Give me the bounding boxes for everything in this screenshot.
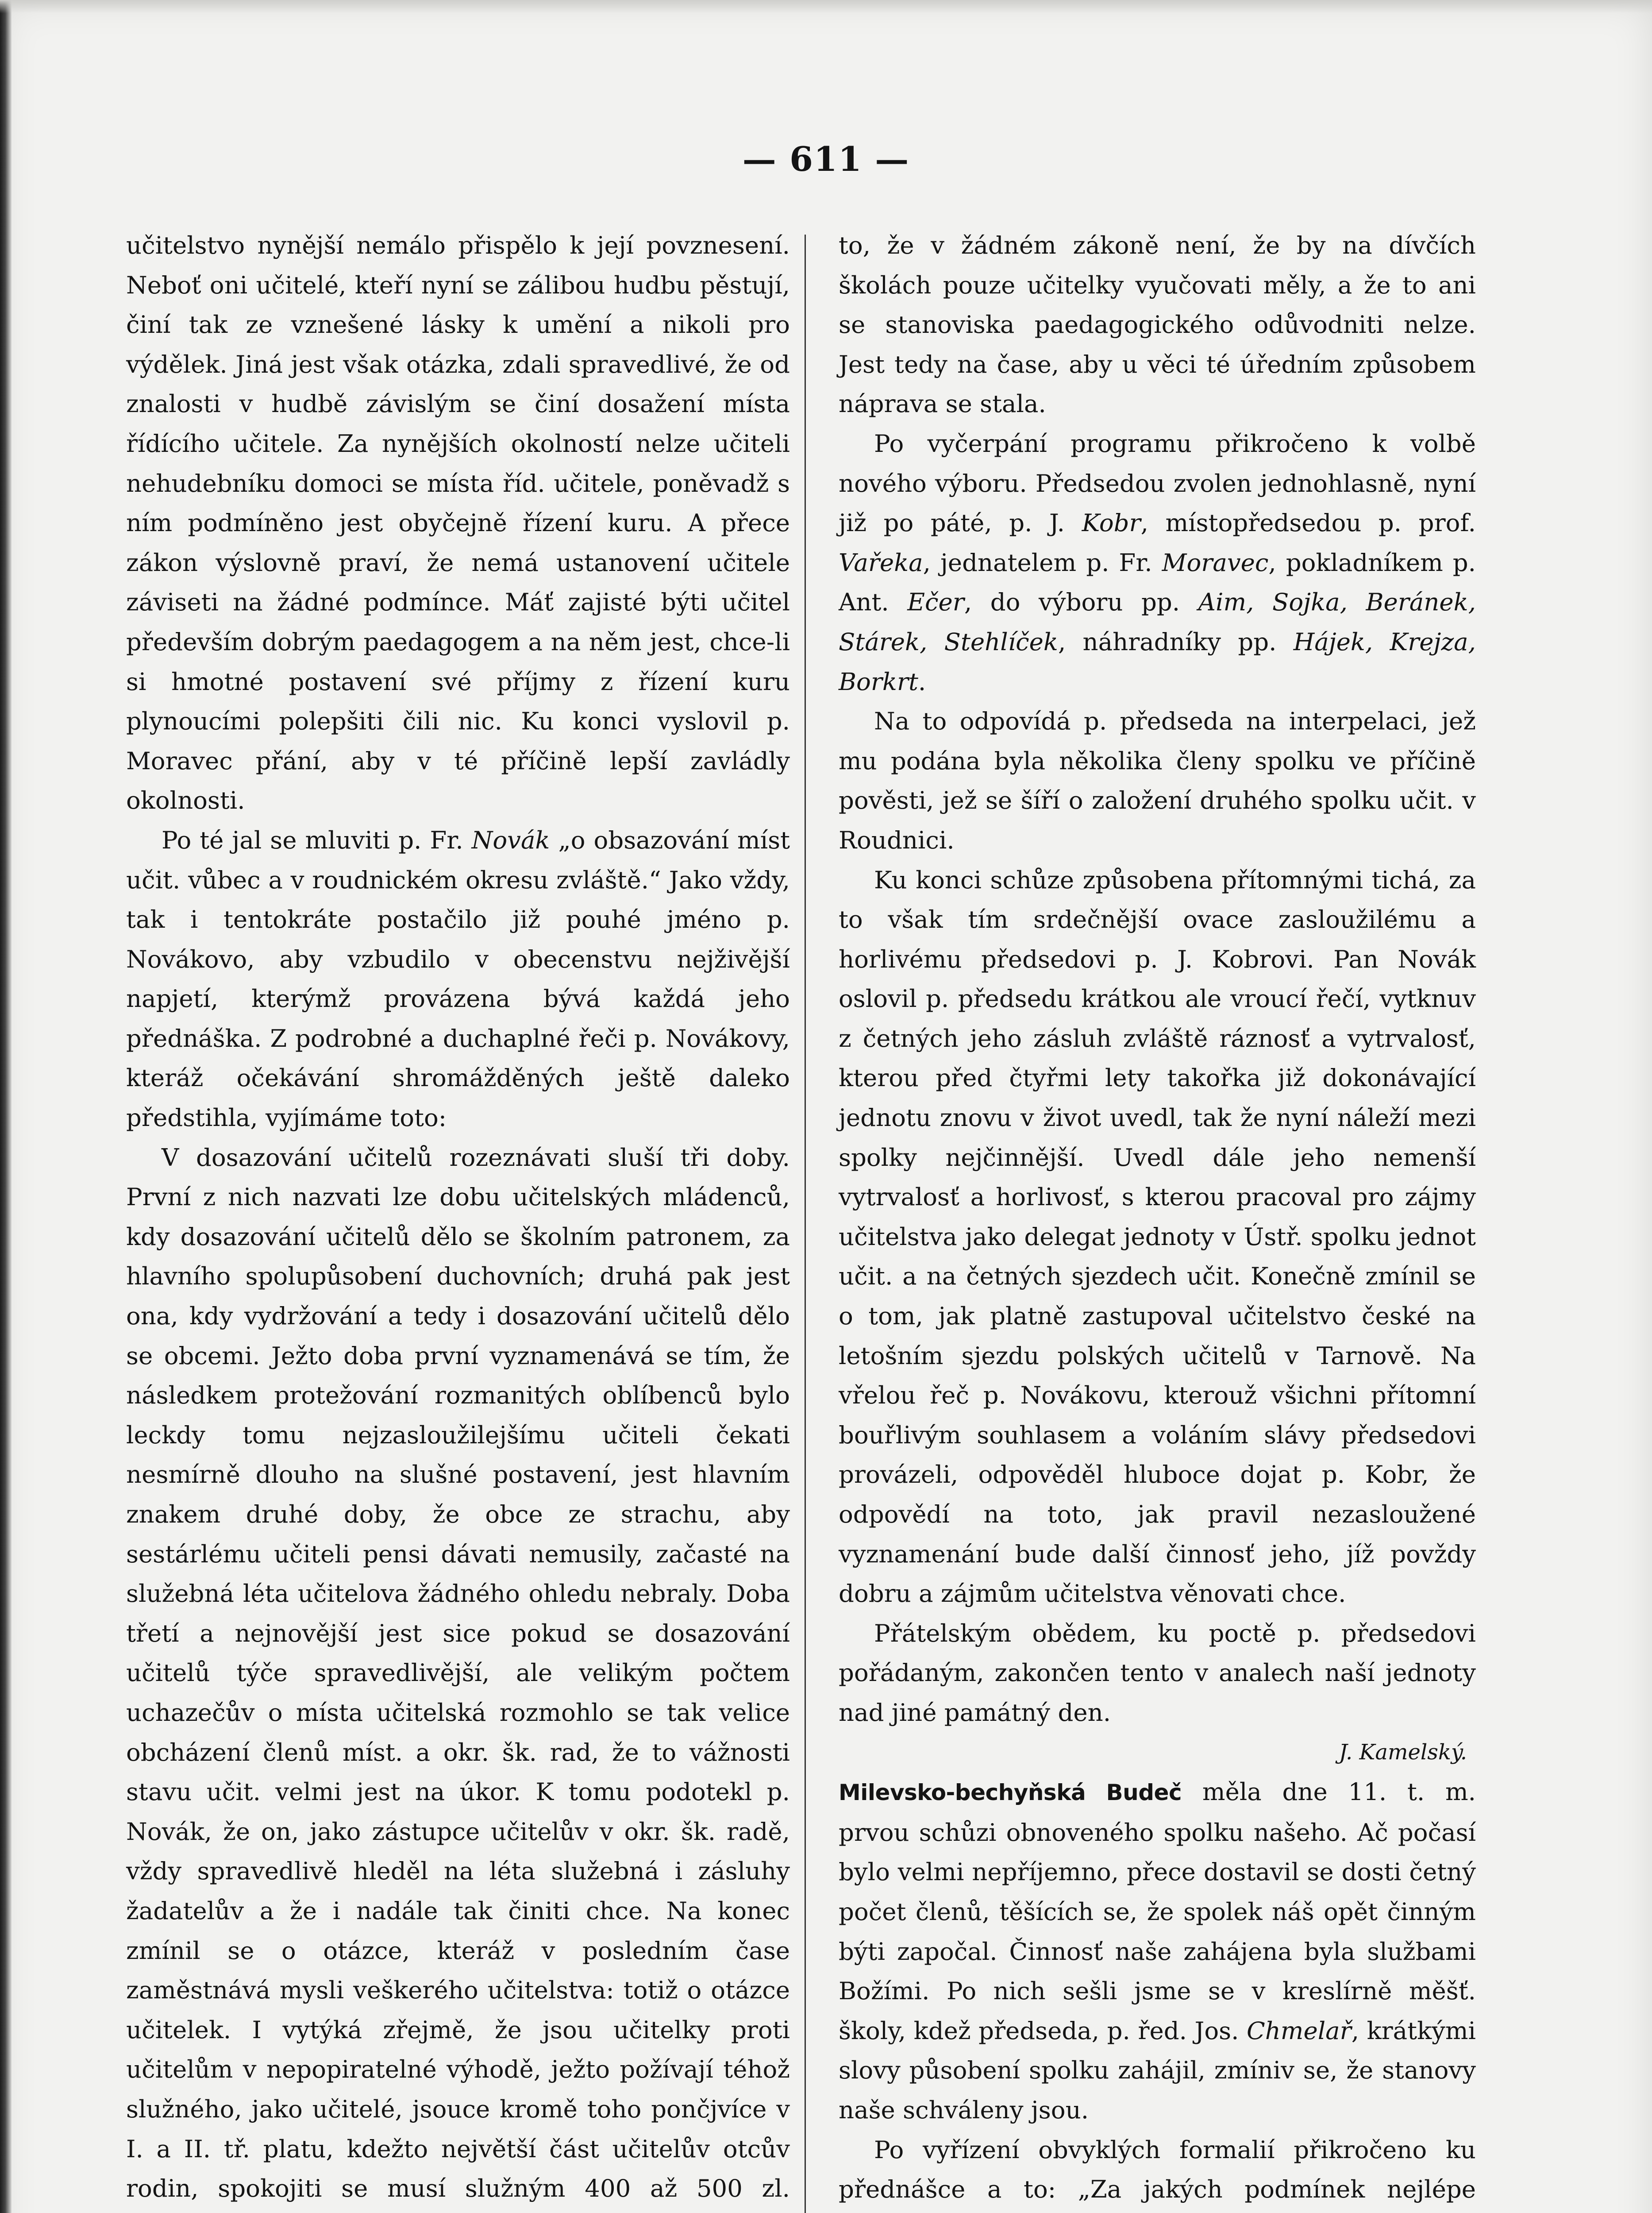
text-run: „o obsazování míst učit. vůbec a v roudnickém okresu zvláště.“ Jako vždy, tak i tentokráte postačilo již pouhé jméno p. Novákovo, aby vzbudilo v obecenstvu nejživější napjetí, kterýmž provázena bývá každá jeho přednáška. Z podrobné a duchaplné řeči p. Novákovy, kteráž očekávání shromážděných ještě daleko předstihla, vyjímáme toto: [126, 825, 790, 1132]
text-run: , jednatelem p. Fr. [923, 548, 1162, 577]
page-binding-edge [0, 0, 12, 2213]
substitute-names: Hájek, Krejza, Borkrt [839, 627, 1476, 696]
column-divider [805, 235, 806, 2213]
text-run: měla dne 11. t. m. prvou schůzi obnoveného spolku našeho. Ač počasí bylo velmi nepříjemno, přece dostavil se dosti četný počet členů, těšících se, že spolek náš opět činným býti započal. Činnosť naše zahájena byla službami Božími. Po nich sešli jsme se v kreslírně měšť. školy, kdež předseda, p. řed. Jos. [839, 1777, 1476, 2045]
left-paragraph-2 [126, 821, 790, 1138]
committee-names: Aim, Sojka, Beránek, Stárek, Stehlíček [839, 588, 1476, 656]
page-top-edge [0, 0, 1652, 13]
name-moravec: Moravec [1162, 548, 1269, 577]
name-ecer: Ečer [907, 588, 964, 617]
right-paragraph-1: to, že v žádném zákoně není, že by na dívčích školách pouze učitelky vyučovati měly, a že to ani se stanoviska paedagogického odůvodniti nelze. Jest tedy na čase, aby u věci té úředním způsobem náprava se stala. [839, 231, 1476, 418]
author-signature: J. Kamelský. [1339, 1739, 1467, 1765]
left-paragraph-3: V dosazování učitelů rozeznávati sluší tři doby. První z nich nazvati lze dobu učitelských mládenců, kdy dosazování učitelů dělo se školním patronem, za hlavního spolupůsobení duchovních; druhá pak jest ona, kdy vydržování a tedy i dosazování učitelů dělo se obcemi. Ježto doba první vyznamenává se tím, že následkem protežování rozmanitých oblíbenců bylo leckdy tomu nejzasloužilejšímu učiteli čekati nesmírně dlouho na slušné postavení, jest hlavním znakem druhé doby, že obce ze strachu, aby sestárlému učiteli pensi dávati nemusily, začasté na služebná léta učitelova žádného ohledu nebraly. Doba třetí a nejnovější jest sice pokud se dosazování učitelů týče spravedlivější, ale velikým počtem uchazečův o místa učitelská rozmohlo se tak velice obcházení členů míst. a okr. šk. rad, že to vážnosti stavu učit. velmi jest na úkor. K tomu podotekl p. Novák, že on, jako zástupce učitelův v okr. šk. radě, vždy spravedlivě hleděl na léta služebná i zásluhy žadatelův a že i nadále tak činiti chce. Na konec zmínil se o otázce, kteráž v posledním čase zaměstnává mysli veškerého učitelstva: totiž o otázce učitelek. I vytýká zřejmě, že jsou učitelky proti učitelům v nepopiratelné výhodě, ježto požívají téhož služného, jako učitelé, jsouce kromě toho pončjvíce v I. a II. tř. platu, kdežto největší část učitelův otcův rodin, spokojiti se musí služným 400 až 500 zl. [126, 1143, 790, 2203]
right-paragraph-lecture: Po vyřízení obvyklých formalií přikročeno ku přednášce a to: „Za jakých podmínek nejlépe [839, 2135, 1476, 2204]
text-run: , místopředsedou p. prof. [1140, 509, 1476, 537]
section-heading-budec: Milevsko-bechyňská Budeč [839, 1780, 1182, 1806]
text-run: , do výboru pp. [964, 588, 1198, 617]
text-run: Po vyčerpání programu přikročeno k volbě nového výboru. Předsedou zvolen jednohlasně, nyní již po páté, p. J. [839, 429, 1476, 537]
text-run: , krátkými slovy působení spolku zahájil, zmíniv se, že stanovy naše schváleny jsou. [839, 2016, 1476, 2124]
right-paragraph-budec [839, 1772, 1476, 2130]
right-paragraph-dinner: Přátelským obědem, ku poctě p. předsedovi pořádaným, zakončen tento v analech naší jednoty nad jiné památný den. [839, 1619, 1476, 1727]
right-paragraph-election [839, 424, 1476, 702]
page-number: — 611 — [742, 139, 910, 179]
name-chmelar: Chmelař [1247, 2016, 1352, 2045]
right-column [839, 226, 1476, 2213]
left-column [126, 226, 790, 2213]
text-run: . [918, 667, 926, 696]
text-run: , náhradníky pp. [1058, 627, 1294, 656]
text-run: , pokladníkem p. Ant. [839, 548, 1476, 617]
name-kobr: Kobr [1082, 509, 1141, 537]
text-run: Po té jal se mluviti p. Fr. [162, 825, 472, 854]
name-vareka: Vařeka [839, 548, 923, 577]
left-paragraph-1: učitelstvo nynější nemálo přispělo k její povznesení. Neboť oni učitelé, kteří nyní se zálibou hudbu pěstují, činí tak ze vznešené lásky k umění a nikoli pro výdělek. Jiná jest však otázka, zdali spravedlivé, že od znalosti v hudbě závislým se činí dosažení místa řídícího učitele. Za nynějších okolností nelze učiteli nehudebníku domoci se místa říd. učitele, poněvadž s ním podmíněno jest obyčejně řízení kuru. A přece zákon výslovně praví, že nemá ustanovení učitele záviseti na žádné podmínce. Máť zajisté býti učitel především dobrým paedagogem a na něm jest, chce-li si hmotné postavení své příjmy z řízení kuru plynoucími polepšiti čili nic. Ku konci vyslovil p. Moravec přání, aby v té příčině lepší zavládly okolnosti. [126, 231, 790, 815]
name-novak: Novák [471, 825, 550, 854]
right-paragraph-interpellation: Na to odpovídá p. předseda na interpelaci, jež mu podána byla několika členy spolku ve příčině pověsti, jež se šíří o založení druhého spolku učit. v Roudnici. [839, 707, 1476, 854]
right-paragraph-ovation: Ku konci schůze způsobena přítomnými tichá, za to však tím srdečnější ovace zasloužilému a horlivému předsedovi p. J. Kobrovi. Pan Novák oslovil p. předsedu krátkou ale vroucí řečí, vytknuv z četných jeho zásluh zvláště ráznosť a vytrvalosť, kterou před čtyřmi lety takořka již dokonávající jednotu znovu v život uvedl, tak že nyní náleží mezi spolky nejčinnější. Uvedl dále jeho nemenší vytrvalosť a horlivosť, s kterou pracoval pro zájmy učitelstva jako delegat jednoty v Ústř. spolku jednot učit. a na četných sjezdech učit. Konečně zmínil se o tom, jak platně zastupoval učitelstvo české na letošním sjezdu polských učitelů v Tarnově. Na vřelou řeč p. Novákovu, kterouž všichni přítomní bouřlivým souhlasem a voláním slávy předsedovi provázeli, odpověděl hluboce dojat p. Kobr, že odpovědí na toto, jak pravil nezasloužené vyznamenání bude další činnosť jeho, jíž povždy dobru a zájmům učitelstva věnovati chce. [839, 865, 1476, 1608]
